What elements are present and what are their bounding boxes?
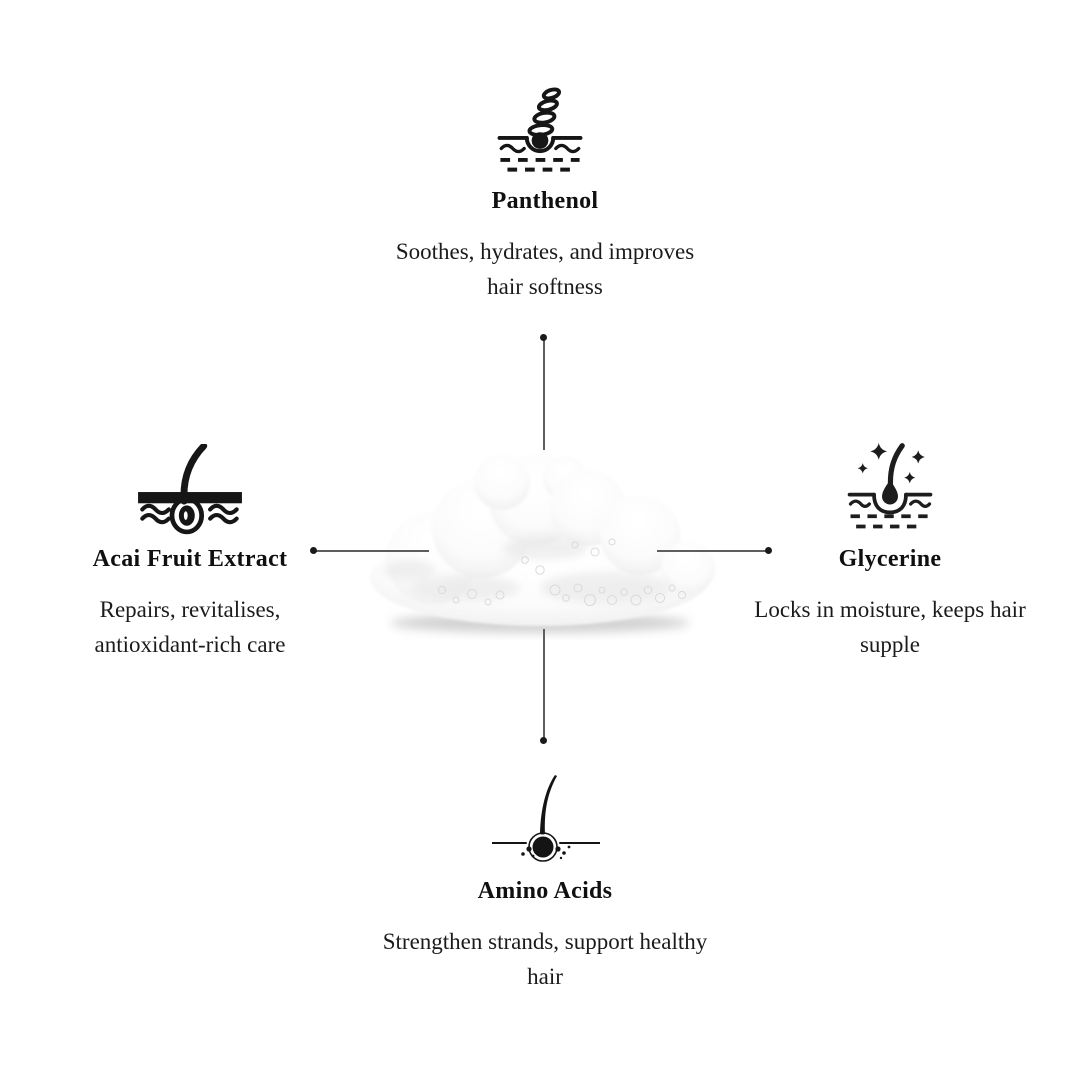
description-line: antioxidant-rich care (94, 632, 286, 657)
ingredient-name: Acai Fruit Extract (92, 546, 288, 572)
ingredient-name: Amino Acids (477, 878, 613, 904)
description-line: Locks in moisture, keeps hair (754, 597, 1026, 622)
scalp-follicle-sparkles-icon (843, 441, 937, 540)
hair-strand-follicle-icon (492, 772, 600, 872)
connector-line-top (543, 338, 545, 450)
description-line: hair (527, 964, 563, 989)
scalp-follicle-hair-icon (137, 444, 243, 541)
description-line: supple (859, 632, 921, 657)
description-line: hair softness (487, 274, 603, 299)
description-line: Repairs, revitalises, (99, 597, 281, 622)
connector-dot-left (310, 547, 317, 554)
ingredient-name: Glycerine (838, 546, 942, 572)
connector-dot-right (765, 547, 772, 554)
ingredient-description (95, 592, 286, 662)
connector-line-bottom (543, 629, 545, 740)
connector-line-right (657, 550, 769, 552)
ingredient-description (396, 234, 694, 304)
foam-image (350, 430, 730, 645)
connector-dot-bottom (540, 737, 547, 744)
connector-dot-top (540, 334, 547, 341)
connector-line-left (314, 550, 429, 552)
ingredient-description (754, 592, 1025, 662)
scalp-follicle-curly-hair-icon (496, 86, 584, 179)
description-line: Soothes, hydrates, and improves (395, 239, 695, 264)
ingredient-description (383, 924, 708, 994)
description-line: Strengthen strands, support healthy (382, 929, 708, 954)
ingredient-name: Panthenol (491, 188, 599, 214)
